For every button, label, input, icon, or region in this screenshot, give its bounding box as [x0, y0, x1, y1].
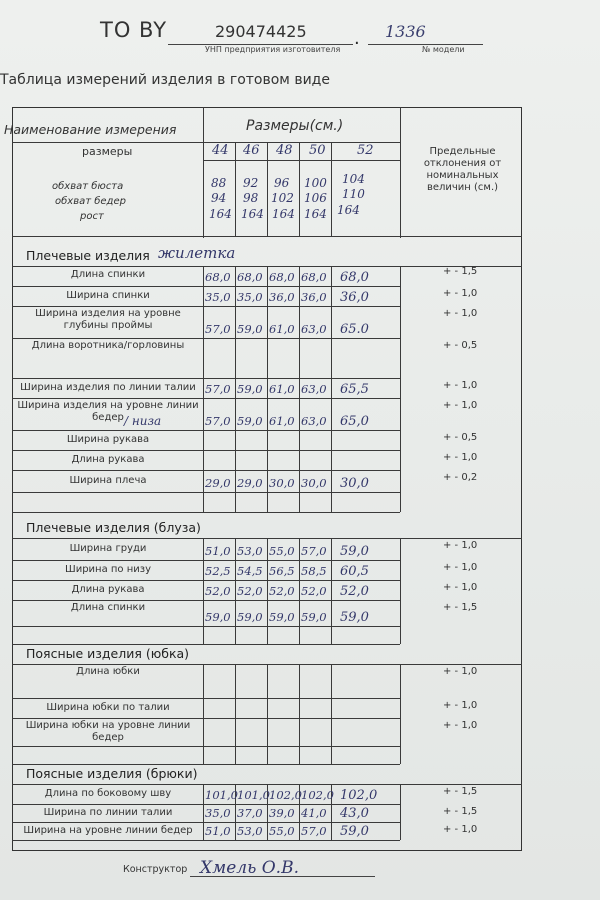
row-label: Ширина плеча — [69, 475, 147, 486]
row-label: Ширина изделия на уровне линии бедер — [17, 400, 199, 423]
cell-value: 35,0 — [205, 290, 231, 304]
row-label: Длина рукава — [71, 584, 145, 595]
size-48: 48 — [276, 143, 293, 158]
cell-value: 51,0 — [205, 544, 231, 558]
grid-line — [12, 142, 400, 143]
cell-value: 59,0 — [237, 322, 263, 336]
grid-line — [12, 492, 400, 493]
cell-value: 59,0 — [237, 414, 263, 428]
section-title: Поясные изделия (брюки) — [26, 766, 198, 781]
cell-value: 36,0 — [340, 290, 369, 305]
cell-value: 52,0 — [237, 584, 263, 598]
tolerance-value: + - 1,0 — [443, 308, 478, 319]
grid-line — [12, 398, 400, 399]
base-value: 88 — [211, 176, 227, 190]
row-label: Ширина юбки по талии — [46, 702, 170, 713]
grid-line — [267, 664, 268, 764]
size-50: 50 — [309, 143, 326, 158]
row-label: Длина воротника/горловины — [31, 340, 185, 351]
cell-value: 52,5 — [205, 564, 231, 578]
base-value: 164 — [272, 207, 295, 221]
grid-line — [299, 266, 300, 512]
cell-value: 59,0 — [237, 610, 263, 624]
cell-value: 56,5 — [269, 564, 295, 578]
cell-value: 59,0 — [269, 610, 295, 624]
sizes-label: размеры — [82, 145, 133, 158]
col-sizes-header: Размеры(см.) — [246, 118, 344, 134]
grid-line — [12, 560, 400, 561]
cell-value: 63,0 — [301, 414, 327, 428]
cell-value: 39,0 — [269, 806, 295, 820]
cell-value: 102,0 — [301, 788, 334, 802]
tolerance-value: + - 0,5 — [443, 432, 478, 443]
col-name-header: Наименование измерения — [4, 122, 177, 137]
constructor-signature: Хмель О.В. — [200, 858, 299, 878]
cell-value: 51,0 — [205, 824, 231, 838]
cell-value: 61,0 — [269, 382, 295, 396]
cell-value: 37,0 — [237, 806, 263, 820]
constructor-label: Конструктор — [123, 864, 188, 875]
grid-line — [299, 664, 300, 764]
grid-line — [12, 286, 400, 287]
cell-value: 30,0 — [301, 476, 327, 490]
tolerance-value: + - 1,5 — [443, 602, 478, 613]
header-dot: . — [354, 28, 360, 49]
base-value: 92 — [243, 176, 259, 190]
cell-value: 61,0 — [269, 414, 295, 428]
cell-value: 68,0 — [301, 270, 327, 284]
cell-value: 58,5 — [301, 564, 327, 578]
tolerance-value: + - 1,0 — [443, 700, 478, 711]
section-title: Поясные изделия (юбка) — [26, 646, 190, 661]
cell-value: 29,0 — [237, 476, 263, 490]
tolerance-value: + - 1,0 — [443, 540, 478, 551]
base-value: 164 — [304, 207, 327, 221]
cell-value: 101,0 — [205, 788, 238, 802]
row-label: Ширина по низу — [65, 564, 151, 575]
cell-value: 35,0 — [205, 806, 231, 820]
cell-value: 55,0 — [269, 544, 295, 558]
cell-value: 36,0 — [269, 290, 295, 304]
grid-line — [400, 266, 401, 512]
tolerance-value: + - 1,0 — [443, 720, 478, 731]
row-label: Длина спинки — [70, 269, 146, 280]
unp-caption: УНП предприятия изготовителя — [205, 45, 341, 54]
tolerance-value: + - 1,0 — [443, 666, 478, 677]
grid-line — [235, 538, 236, 644]
grid-line — [12, 804, 400, 805]
row-label: Длина юбки — [76, 666, 140, 677]
grid-line — [12, 698, 400, 699]
grid-line — [12, 840, 400, 841]
grid-line — [203, 538, 204, 644]
tolerance-value: + - 0,2 — [443, 472, 478, 483]
section-title: Плечевые изделия (блуза) — [26, 520, 201, 535]
tolerance-value: + - 1,5 — [443, 786, 478, 797]
grid-line — [12, 626, 400, 627]
grid-line — [12, 746, 400, 747]
cell-value: 36,0 — [301, 290, 327, 304]
cell-value: 29,0 — [205, 476, 231, 490]
cell-value: 63,0 — [301, 322, 327, 336]
base-measure-label: обхват бедер — [55, 196, 126, 207]
cell-value: 59,0 — [340, 610, 369, 625]
grid-line — [12, 378, 400, 379]
grid-line — [203, 107, 204, 238]
base-measure-label: обхват бюста — [52, 181, 124, 192]
row-label: Длина рукава — [71, 454, 145, 465]
tolerance-value: + - 1,0 — [443, 562, 478, 573]
cell-value: 65.0 — [340, 322, 369, 337]
tolerance-value: + - 1,0 — [443, 380, 478, 391]
base-value: 98 — [243, 191, 259, 205]
cell-value: 57,0 — [301, 824, 327, 838]
grid-line — [12, 470, 400, 471]
cell-value: 57,0 — [301, 544, 327, 558]
cell-value: 53,0 — [237, 544, 263, 558]
grid-line — [12, 580, 400, 581]
row-label: Ширина юбки на уровне линии бедер — [25, 720, 191, 743]
cell-value: 43,0 — [340, 806, 369, 821]
grid-line — [267, 142, 268, 237]
cell-value: 68,0 — [340, 270, 369, 285]
grid-line — [12, 822, 400, 823]
base-value: 164 — [241, 207, 264, 221]
grid-line — [267, 266, 268, 512]
cell-value: 63,0 — [301, 382, 327, 396]
row-label: Ширина по линии талии — [43, 807, 173, 818]
section-title: Плечевые изделия — [26, 248, 150, 263]
grid-line — [12, 430, 400, 431]
cell-value: 52,0 — [301, 584, 327, 598]
grid-line — [12, 718, 400, 719]
grid-line — [331, 538, 332, 644]
row-label: Ширина груди — [69, 543, 147, 554]
base-measure-label: рост — [80, 211, 104, 222]
base-value: 164 — [337, 203, 360, 217]
cell-value: 68,0 — [237, 270, 263, 284]
cell-value: 30,0 — [340, 476, 369, 491]
cell-value: 30,0 — [269, 476, 295, 490]
section-handwritten-note: жилетка — [158, 244, 236, 262]
base-value: 106 — [304, 191, 327, 205]
grid-line — [203, 266, 204, 512]
cell-value: 54,5 — [237, 564, 263, 578]
cell-value: 68,0 — [205, 270, 231, 284]
cell-value: 59,0 — [205, 610, 231, 624]
grid-line — [400, 664, 401, 764]
base-value: 104 — [342, 172, 365, 186]
document-title: Таблица измерений изделия в готовом виде — [0, 72, 330, 88]
tolerance-value: + - 1,0 — [443, 288, 478, 299]
base-value: 100 — [304, 176, 327, 190]
to-by-label: ТО BY — [100, 18, 168, 42]
grid-line — [299, 142, 300, 237]
cell-value: 52,0 — [205, 584, 231, 598]
cell-value: 57,0 — [205, 382, 231, 396]
grid-line — [235, 664, 236, 764]
grid-line — [12, 600, 400, 601]
grid-line — [331, 664, 332, 764]
cell-value: 57,0 — [205, 322, 231, 336]
size-44: 44 — [212, 143, 229, 158]
row-label: Длина по боковому шву — [44, 788, 172, 799]
size-46: 46 — [243, 143, 260, 158]
grid-line — [203, 664, 204, 764]
base-value: 102 — [271, 191, 294, 205]
row-label: Ширина на уровне линии бедер — [23, 825, 193, 836]
row-label-note: / низа — [124, 414, 162, 428]
grid-line — [12, 512, 400, 513]
tolerance-value: + - 1,5 — [443, 266, 478, 277]
cell-value: 59,0 — [340, 544, 369, 559]
cell-value: 53,0 — [237, 824, 263, 838]
grid-line — [400, 784, 401, 840]
cell-value: 57,0 — [205, 414, 231, 428]
row-label: Ширина изделия по линии талии — [20, 382, 196, 393]
cell-value: 52,0 — [340, 584, 369, 599]
cell-value: 65,5 — [340, 382, 369, 397]
base-value: 110 — [342, 187, 365, 201]
unp-number: 290474425 — [215, 22, 307, 41]
grid-line — [400, 107, 401, 238]
model-number: 1336 — [385, 22, 426, 41]
cell-value: 59,0 — [340, 824, 369, 839]
base-value: 94 — [211, 191, 227, 205]
tolerance-value: + - 1,0 — [443, 582, 478, 593]
size-52: 52 — [357, 143, 374, 158]
grid-line — [12, 644, 400, 645]
tolerance-value: + - 1,0 — [443, 824, 478, 835]
grid-line — [400, 538, 401, 644]
grid-line — [203, 160, 400, 161]
grid-line — [12, 338, 400, 339]
row-label: Ширина рукава — [66, 434, 150, 445]
grid-line — [331, 142, 332, 237]
grid-line — [12, 450, 400, 451]
cell-value: 59,0 — [237, 382, 263, 396]
base-value: 164 — [209, 207, 232, 221]
cell-value: 52,0 — [269, 584, 295, 598]
cell-value: 65,0 — [340, 414, 369, 429]
row-label: Ширина изделия на уровне глубины проймы — [35, 308, 181, 331]
col-tolerance-header: Предельные отклонения от номинальных величин (см.) — [423, 146, 502, 193]
grid-line — [235, 142, 236, 237]
row-label: Ширина спинки — [66, 290, 150, 301]
cell-value: 61,0 — [269, 322, 295, 336]
cell-value: 102,0 — [269, 788, 302, 802]
model-caption: № модели — [422, 45, 465, 54]
grid-line — [12, 306, 400, 307]
cell-value: 102,0 — [340, 788, 378, 803]
grid-line — [331, 266, 332, 512]
grid-line — [235, 266, 236, 512]
cell-value: 101,0 — [237, 788, 270, 802]
cell-value: 35,0 — [237, 290, 263, 304]
grid-line — [299, 538, 300, 644]
cell-value: 55,0 — [269, 824, 295, 838]
tolerance-value: + - 1,0 — [443, 452, 478, 463]
cell-value: 59,0 — [301, 610, 327, 624]
grid-line — [12, 764, 400, 765]
cell-value: 68,0 — [269, 270, 295, 284]
grid-line — [267, 538, 268, 644]
grid-line — [203, 784, 204, 840]
tolerance-value: + - 0,5 — [443, 340, 478, 351]
base-value: 96 — [274, 176, 290, 190]
tolerance-value: + - 1,0 — [443, 400, 478, 411]
cell-value: 60,5 — [340, 564, 369, 579]
row-label: Длина спинки — [70, 602, 146, 613]
cell-value: 41,0 — [301, 806, 327, 820]
tolerance-value: + - 1,5 — [443, 806, 478, 817]
